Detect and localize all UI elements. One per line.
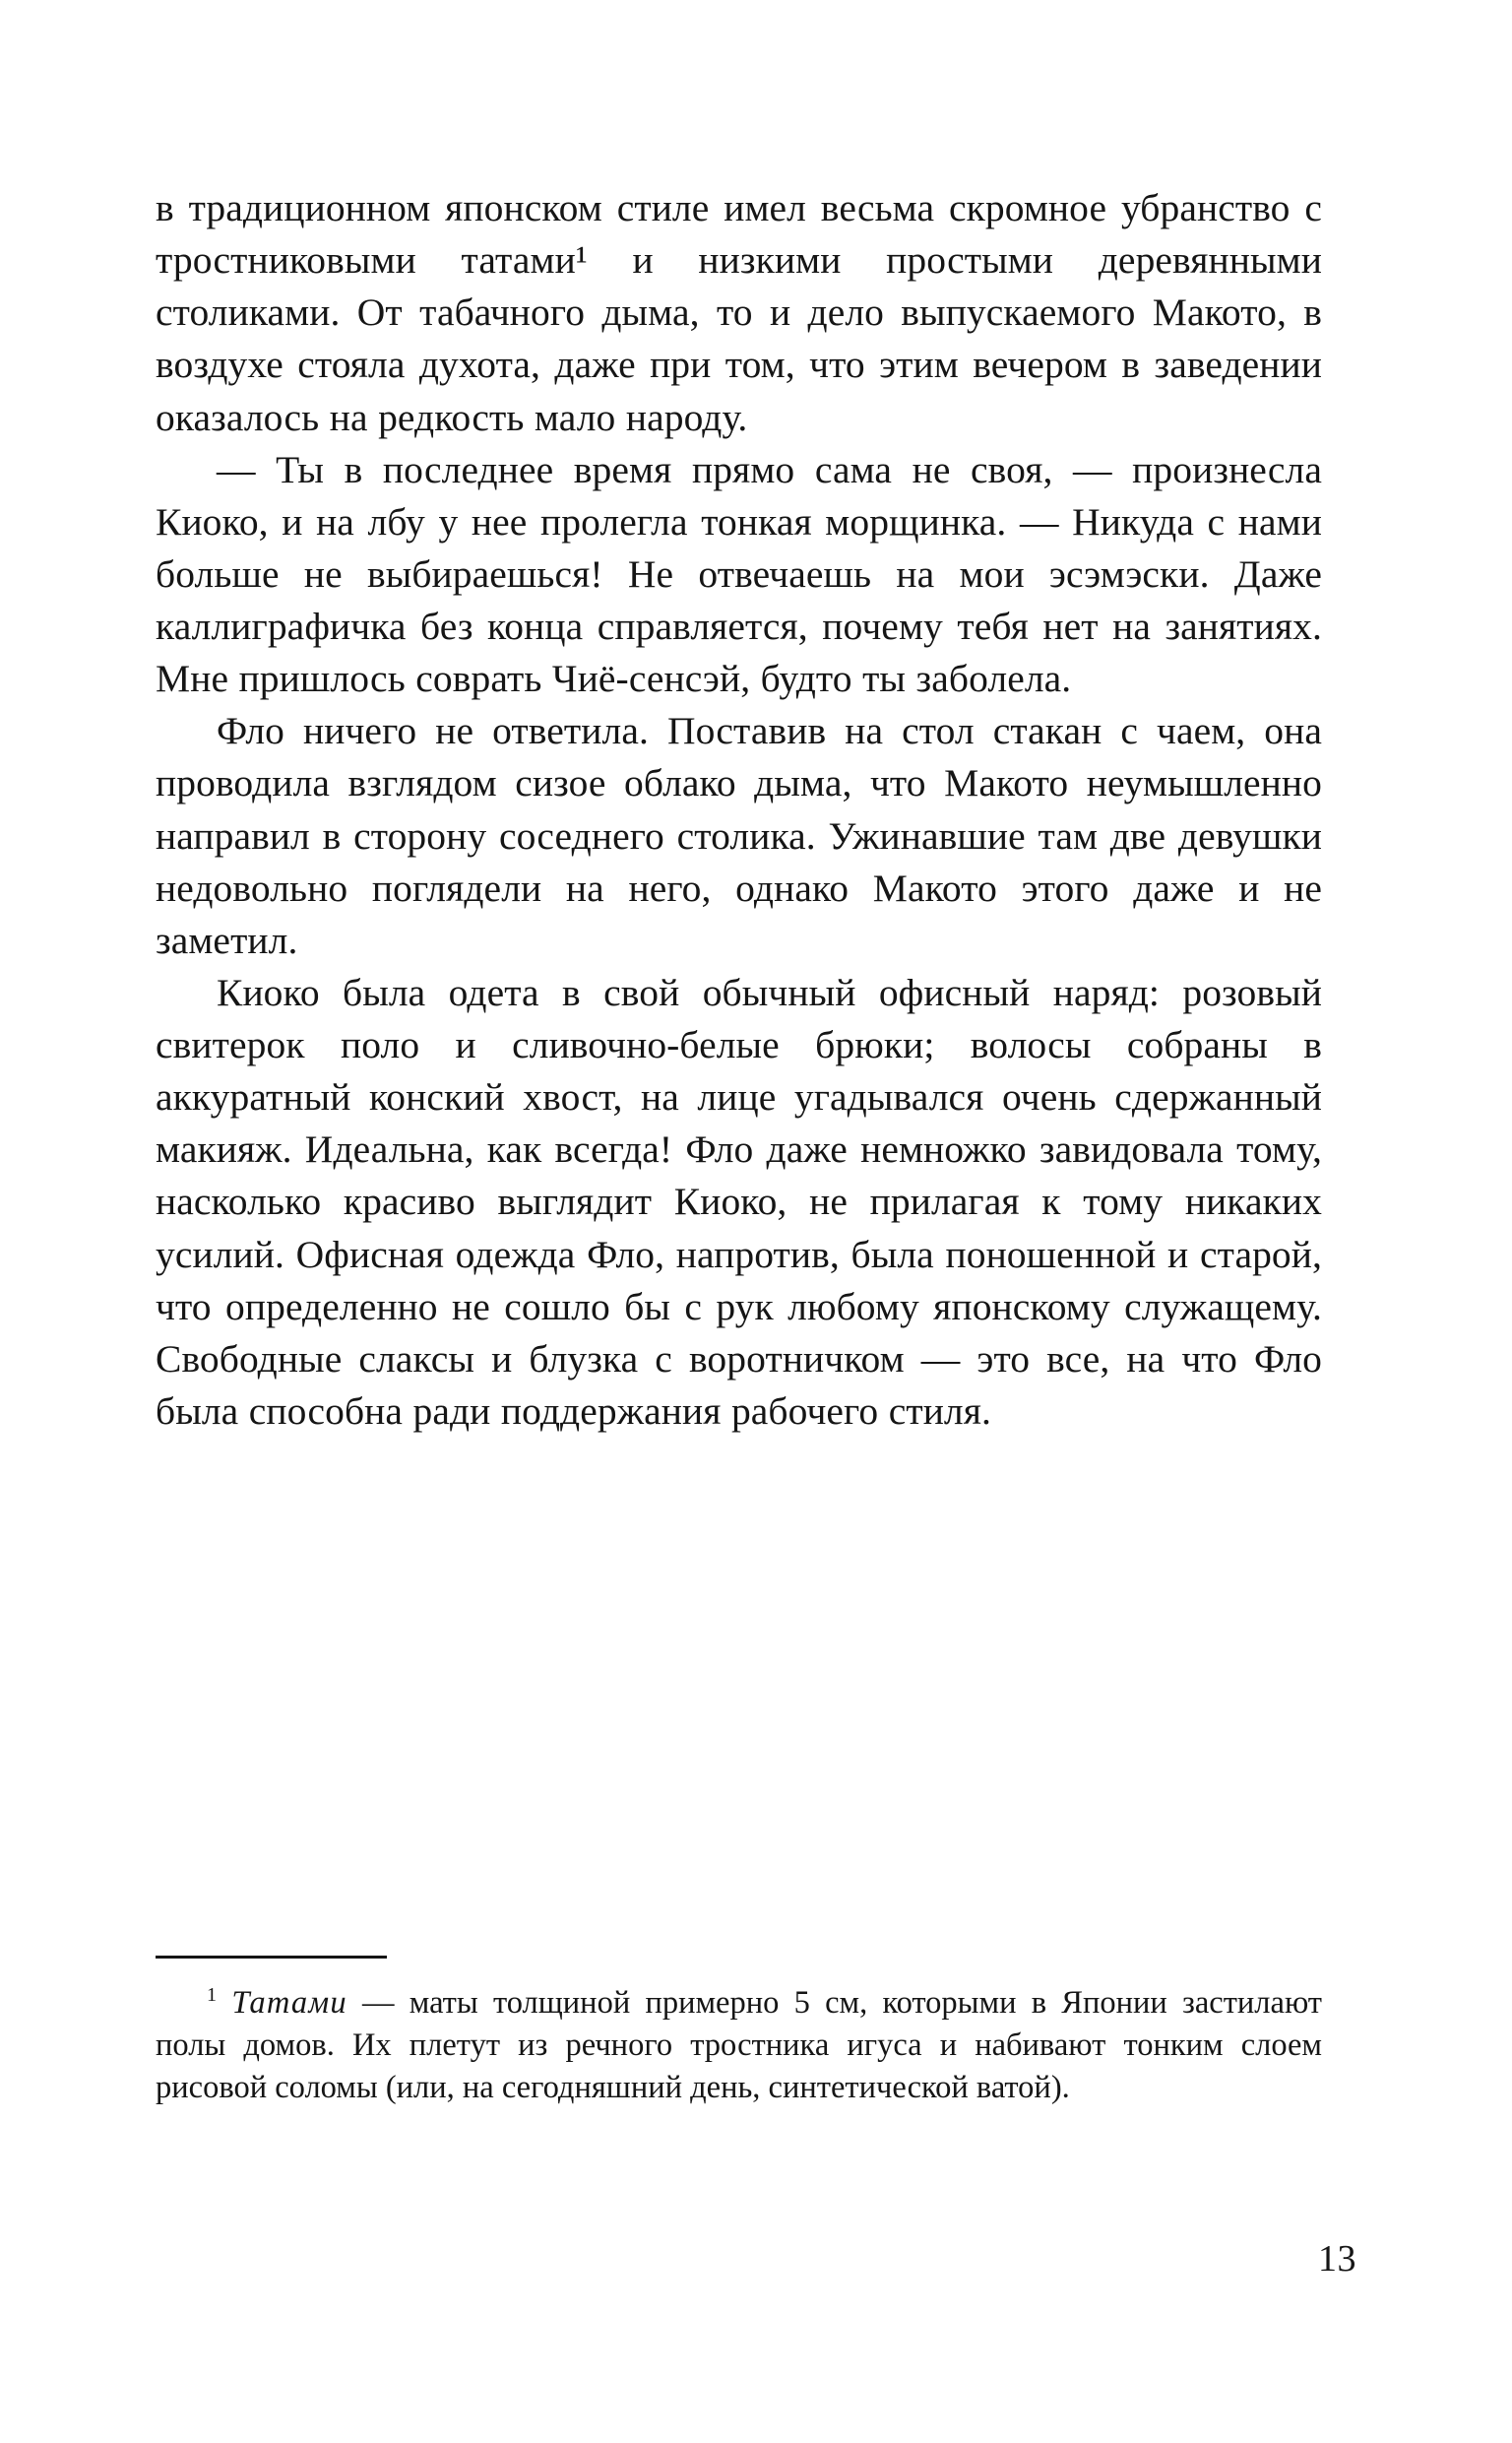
footnote-paragraph xyxy=(156,1982,1322,2110)
footnote-term: Татами xyxy=(231,1985,347,2021)
paragraph-3 xyxy=(156,705,1322,967)
paragraph-2-text: — Ты в последнее время прямо сама не своя, — произнесла Киоко, и на лбу у нее пролегла тонкая морщинка. — Никуда с нами больше не выбираешься! Не отвечаешь на мои эсэмэски. Даже каллиграфичка без конца справляется, почему тебя нет на занятиях. Мне пришлось соврать Чиё-сенсэй, будто ты заболела. xyxy=(156,447,1322,701)
paragraph-4 xyxy=(156,967,1322,1438)
footnote-marker: 1 xyxy=(207,1984,218,2007)
footnote-block xyxy=(156,1956,1322,2110)
footnote-separator-rule xyxy=(156,1956,387,1959)
paragraph-2 xyxy=(156,444,1322,706)
paragraph-1 xyxy=(156,182,1322,444)
page-number: 13 xyxy=(1318,2238,1356,2280)
footnote-definition: — маты толщиной примерно 5 см, которыми в Японии застилают полы домов. Их плетут из речного тростника игуса и набивают тонким слоем рисовой соломы (или, на сегодняшний день, синтетической ватой). xyxy=(156,1985,1322,2106)
paragraph-1-text: в традиционном японском стиле имел весьма скромное убранство с тростниковыми татами¹ и низкими простыми деревянными столиками. От табачного дыма, то и дело выпускаемого Макото, в воздухе стояла духота, даже при том, что этим вечером в заведении оказалось на редкость мало народу. xyxy=(156,186,1322,439)
paragraph-3-text: Фло ничего не ответила. Поставив на стол стакан с чаем, она проводила взглядом сизое облако дыма, что Макото неумышленно направил в сторону соседнего столика. Ужинавшие там две девушки недовольно поглядели на него, однако Макото этого даже и не заметил. xyxy=(156,709,1322,962)
body-text-column xyxy=(156,182,1322,1438)
paragraph-4-text: Киоко была одета в свой обычный офисный наряд: розовый свитерок поло и сливочно-белые брюки; волосы собраны в аккуратный конский хвост, на лице угадывался очень сдержанный макияж. Идеальна, как всегда! Фло даже немножко завидовала тому, насколько красиво выглядит Киоко, не прилагая к тому никаких усилий. Офисная одежда Фло, напротив, была поношенной и старой, что определенно не сошло бы с рук любому японскому служащему. Свободные слаксы и блузка с воротничком — это все, на что Фло была способна ради поддержания рабочего стиля. xyxy=(156,970,1322,1433)
